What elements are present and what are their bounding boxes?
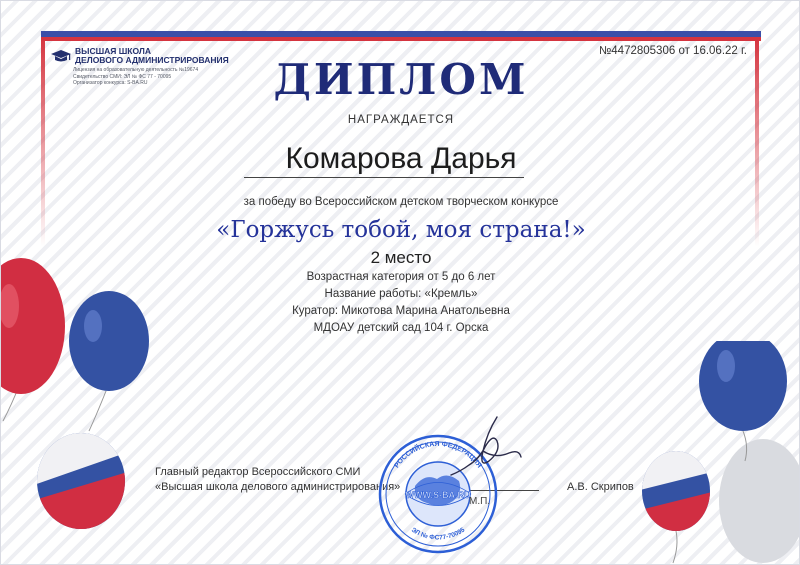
place-label: 2 место [370, 248, 432, 267]
awarded-label: НАГРАЖДАЕТСЯ [347, 114, 455, 126]
signatory-position [155, 465, 400, 495]
signatory-position-line1: Главный редактор Всероссийского СМИ [155, 466, 361, 478]
signatory-name: А.В. Скрипов [567, 481, 634, 493]
logo-name-line1: ВЫСШАЯ ШКОЛА [75, 46, 151, 56]
document-number: №4472805306 от 16.06.22 г. [598, 45, 747, 57]
stamp-center-text: WWW.S-BA.RU [405, 490, 471, 500]
logo-license: Лицензия на образовательную деятельность №19674 [73, 67, 199, 73]
age-category: Возрастная категория от 5 до 6 лет [306, 271, 496, 283]
work-title: Название работы: «Кремль» [324, 288, 478, 300]
logo-organizer: Организатор конкурса: S-BA.RU [73, 80, 148, 86]
balloons-left-icon [1, 256, 161, 565]
frame-top-red [41, 37, 761, 41]
signatory-position-line2: «Высшая школа делового администрирования» [155, 481, 401, 493]
contest-name: «Горжусь тобой, моя страна!» [216, 217, 586, 243]
logo-name-line2: ДЕЛОВОГО АДМИНИСТРИРОВАНИЯ [75, 55, 229, 65]
recipient-name: Комарова Дарья [285, 142, 517, 175]
stamp-place-label: М.П. [469, 496, 491, 507]
recipient-underline [244, 177, 524, 178]
stamp-ring-text: РОССИЙСКАЯ ФЕДЕРАЦИЯ [393, 440, 483, 470]
stamp-bottom-text: ЭЛ № ФС77-70095 [409, 526, 467, 542]
institution: МДОАУ детский сад 104 г. Орска [313, 322, 489, 334]
logo-smi-cert: Свидетельство СМИ: ЭЛ № ФС 77 - 70095 [73, 73, 172, 80]
handwritten-signature-icon [439, 413, 529, 483]
victory-text: за победу во Всероссийском детском творческом конкурсе [243, 196, 559, 208]
diploma-title: ДИПЛОМ [273, 55, 529, 104]
balloons-right-icon [621, 341, 800, 565]
curator: Куратор: Микотова Марина Анатольевна [292, 305, 510, 317]
